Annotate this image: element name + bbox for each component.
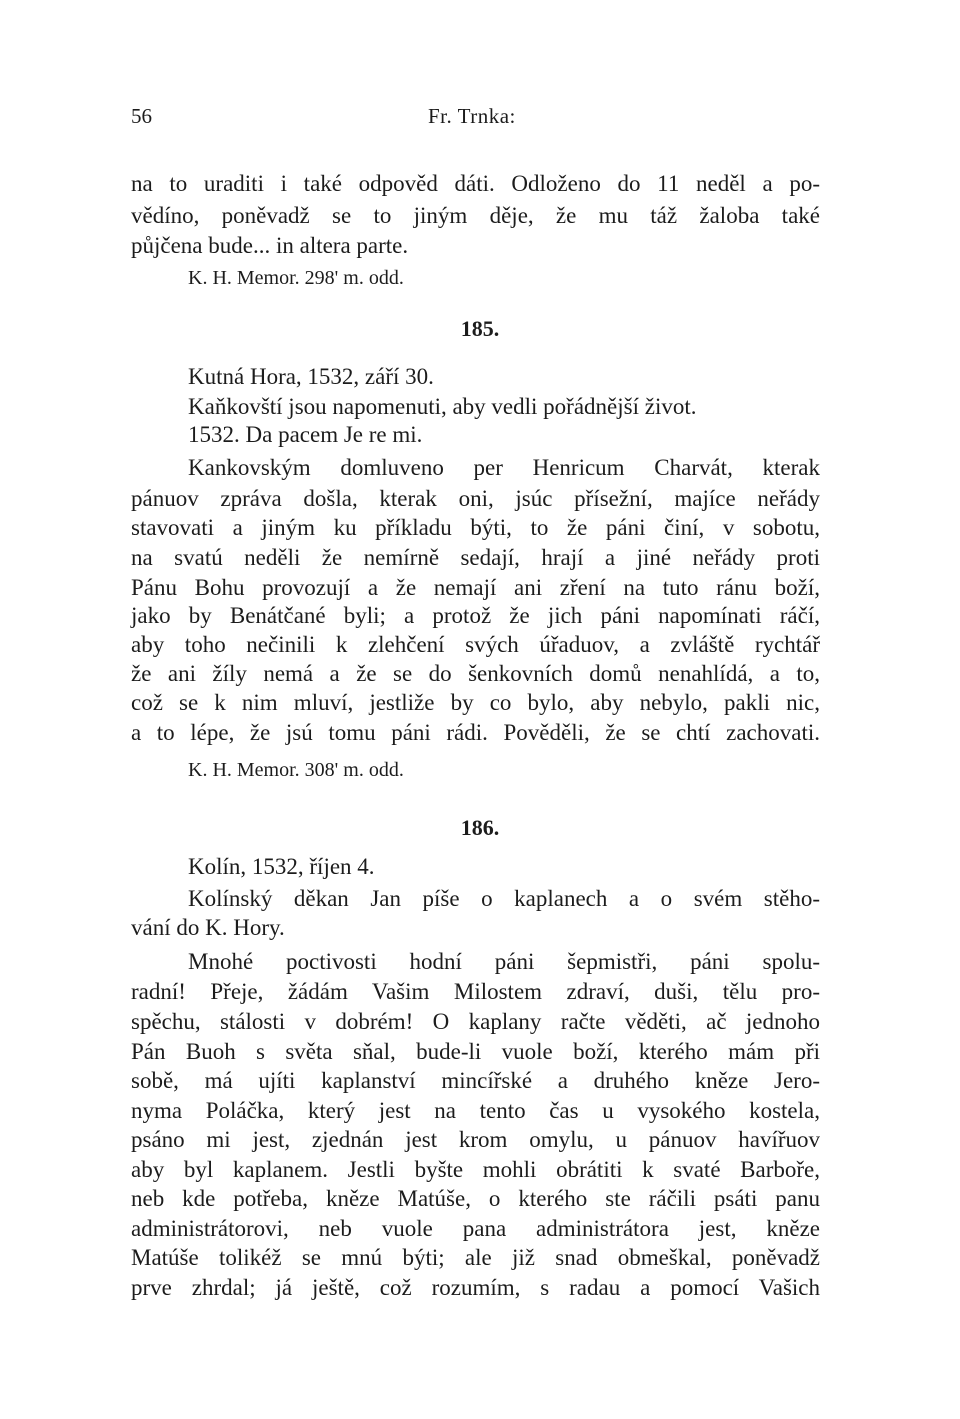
body-line: Kankovským domluveno per Henricum Charvát, kterak (188, 455, 820, 480)
text-line: půjčena bude... in altera parte. (131, 233, 409, 258)
source-citation: K. H. Memor. 308' m. odd. (188, 759, 404, 781)
entry-place-date: Kutná Hora, 1532, září 30. (188, 364, 434, 389)
body-line: psáno mi jest, zjednán jest krom omylu, u pánuov havířuov (131, 1127, 820, 1152)
body-line: nyma Poláčka, který jest na tento čas u vysokého kostela, (131, 1098, 820, 1123)
body-line: že ani žíly nemá a že se do šenkovních domů nenahlídá, a to, (131, 661, 820, 686)
entry-number: 186. (460, 815, 500, 840)
body-line: a to lépe, že jsú tomu páni rádi. Pověděli, že se chtí zachovati. (131, 720, 820, 745)
body-line: spěchu, stálosti v dobrém! O kaplany račte věděti, ač jednoho (131, 1009, 820, 1034)
body-line: Mnohé poctivosti hodní páni šepmistři, páni spolu- (188, 949, 820, 974)
entry-place-date: Kolín, 1532, říjen 4. (188, 854, 375, 879)
body-line: což se k nim mluví, jestliže by co bylo, aby nebylo, pakli nic, (131, 690, 820, 715)
body-line: jako by Benátčané byli; a protož že jich páni napomínati ráčí, (131, 603, 820, 628)
entry-number: 185. (460, 316, 500, 341)
text-line: vědíno, poněvadž se to jiným děje, že mu táž žaloba také (131, 203, 820, 228)
body-line: pánuov zpráva došla, kterak oni, jsúc přísežní, majíce neřády (131, 486, 820, 511)
body-line: na svatú neděli že nemírně sedají, hrají a jiné neřády proti (131, 545, 820, 570)
body-line: Pánu Bohu provozují a že nemají ani zření na tuto ránu boží, (131, 575, 820, 600)
body-line: aby toho nečinili k zlehčení svých úřaduov, a zvláště rychtář (131, 632, 820, 657)
source-citation: K. H. Memor. 298' m. odd. (188, 267, 404, 289)
running-title: Fr. Trnka: (428, 104, 516, 128)
body-line: aby byl kaplanem. Jestli byšte mohli obrátiti k svaté Barboře, (131, 1157, 820, 1182)
body-line: neb kde potřeba, kněze Matúše, o kterého ste ráčili psáti panu (131, 1186, 820, 1211)
body-line: sobě, má ujíti kaplanství mincířské a druhého kněze Jero- (131, 1068, 820, 1093)
body-line: administrátorovi, neb vuole pana administrátora jest, kněze (131, 1216, 820, 1241)
body-line: Pán Buoh s světa sňal, bude-li vuole boží, kterého mám při (131, 1039, 820, 1064)
body-line: radní! Přeje, žádám Vašim Milostem zdraví, duši, tělu pro- (131, 979, 820, 1004)
running-header (131, 104, 820, 134)
entry-summary: Kolínský děkan Jan píše o kaplanech a o svém stěho- (188, 886, 820, 911)
entry-summary: Kaňkovští jsou napomenuti, aby vedli pořádnější život. (188, 394, 697, 419)
body-line: stavovati a jiným ku příkladu býti, to že páni činí, v sobotu, (131, 515, 820, 540)
entry-summary: vání do K. Hory. (131, 915, 285, 940)
body-line: prve zhrdal; já ještě, což rozumím, s radau a pomocí Vašich (131, 1275, 820, 1300)
page-number: 56 (131, 104, 152, 128)
entry-dateline: 1532. Da pacem Je re mi. (188, 422, 423, 447)
body-line: Matúše tolikéž se mnú býti; ale již snad obmeškal, poněvadž (131, 1245, 820, 1270)
text-line: na to uraditi i také odpověd dáti. Odloženo do 11 neděl a po- (131, 171, 820, 196)
